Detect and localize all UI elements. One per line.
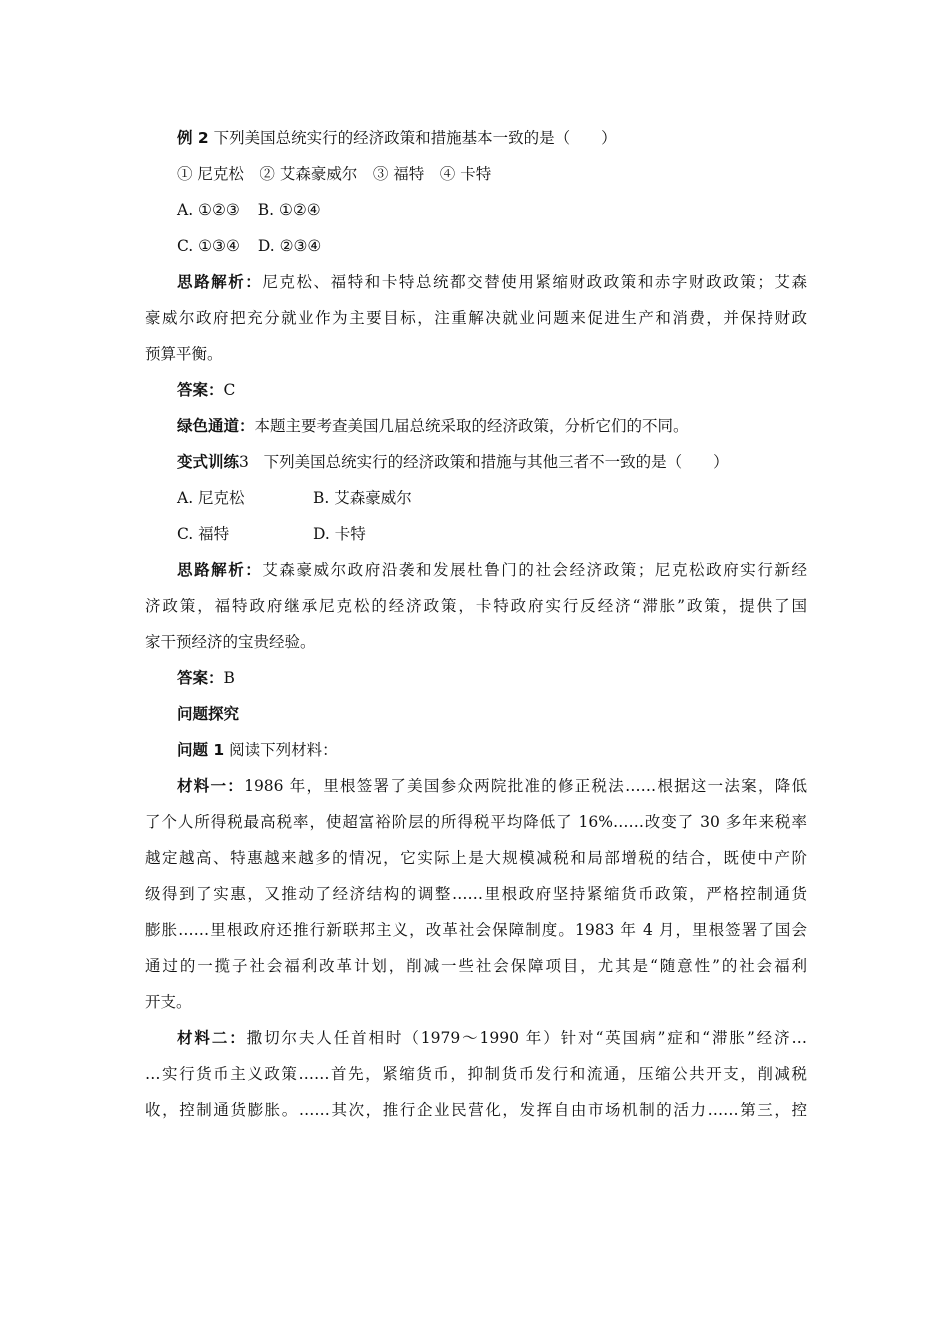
section-heading-explore: 问题探究 [177,705,240,723]
analysis-label: 思路解析： [177,273,263,291]
example2-options-cd [145,228,807,264]
material2-line1: 材料二：撒切尔夫人任首相时（1979～1990 年）针对“英国病”症和“滞胀”经济… [177,1029,807,1047]
material1-label: 材料一： [177,777,245,795]
material2-label: 材料二： [177,1029,247,1047]
question1: 问题 1 阅读下列材料： [177,741,338,759]
option-a: A. ①②③ [177,201,240,219]
material2-line3: 收，控制通货膨胀。……其次，推行企业民营化，发挥自由市场机制的活力……第三，控 [145,1101,807,1119]
material1-line7: 开支。 [145,993,192,1011]
variant3-options-ab [145,480,807,516]
example2-green-channel: 绿色通道：本题主要考查美国几届总统采取的经济政策，分析它们的不同。 [177,417,689,435]
example2-options-ab [145,192,807,228]
material1-line6: 通过的一揽子社会福利改革计划，削减一些社会保障项目，尤其是“随意性”的社会福利 [145,957,807,975]
variant3-answer: 答案：B [177,669,235,687]
material1-line1: 材料一：1986 年，里根签署了美国参众两院批准的修正税法……根据这一法案，降低 [177,777,807,795]
analysis-label: 思路解析： [177,561,263,579]
option-b: B. 艾森豪威尔 [313,489,412,507]
example2-items: ① 尼克松 ② 艾森豪威尔 ③ 福特 ④ 卡特 [177,165,492,183]
example2-analysis-line2: 豪威尔政府把充分就业作为主要目标，注重解决就业问题来促进生产和消费，并保持财政 [145,309,807,327]
variant3-analysis-line3: 家干预经济的宝贵经验。 [145,633,316,651]
option-d: D. 卡特 [313,525,366,543]
answer-label: 答案： [177,381,224,399]
material1-line4: 级得到了实惠，又推动了经济结构的调整……里根政府坚持紧缩货币政策，严格控制通货 [145,885,807,903]
variant3-analysis-line1: 思路解析：艾森豪威尔政府沿袭和发展杜鲁门的社会经济政策；尼克松政府实行新经 [177,561,807,579]
material1-line3: 越定越高、特惠越来越多的情况，它实际上是大规模减税和局部增税的结合，既使中产阶 [145,849,807,867]
variant-label: 变式训练 [177,453,240,471]
document-page [145,120,807,1128]
material1-line2: 了个人所得税最高税率，使超富裕阶层的所得税平均降低了 16%……改变了 30 多年来税率 [145,813,807,831]
question1-label: 问题 1 [177,741,225,759]
option-b: B. ①②④ [257,201,321,219]
option-d: D. ②③④ [257,237,322,255]
option-c: C. 福特 [177,525,230,543]
example2-answer: 答案：C [177,381,236,399]
variant3-question: 变式训练3 下列美国总统实行的经济政策和措施与其他三者不一致的是（ ） [177,453,729,471]
example2-label: 例 2 [177,129,209,147]
option-c: C. ①③④ [177,237,240,255]
example2-question: 例 2 下列美国总统实行的经济政策和措施基本一致的是（ ） [177,129,617,147]
option-a: A. 尼克松 [177,489,245,507]
material1-line5: 膨胀……里根政府还推行新联邦主义，改革社会保障制度。1983 年 4 月，里根签署了国会 [145,921,807,939]
variant3-analysis-line2: 济政策，福特政府继承尼克松的经济政策，卡特政府实行反经济“滞胀”政策，提供了国 [145,597,807,615]
variant3-options-cd [145,516,807,552]
green-channel-label: 绿色通道： [177,417,255,435]
material2-line2: …实行货币主义政策……首先，紧缩货币，抑制货币发行和流通，压缩公共开支，削减税 [145,1065,807,1083]
example2-analysis-line1: 思路解析：尼克松、福特和卡特总统都交替使用紧缩财政政策和赤字财政政策；艾森 [177,273,807,291]
answer-label: 答案： [177,669,224,687]
example2-analysis-line3: 预算平衡。 [145,345,223,363]
